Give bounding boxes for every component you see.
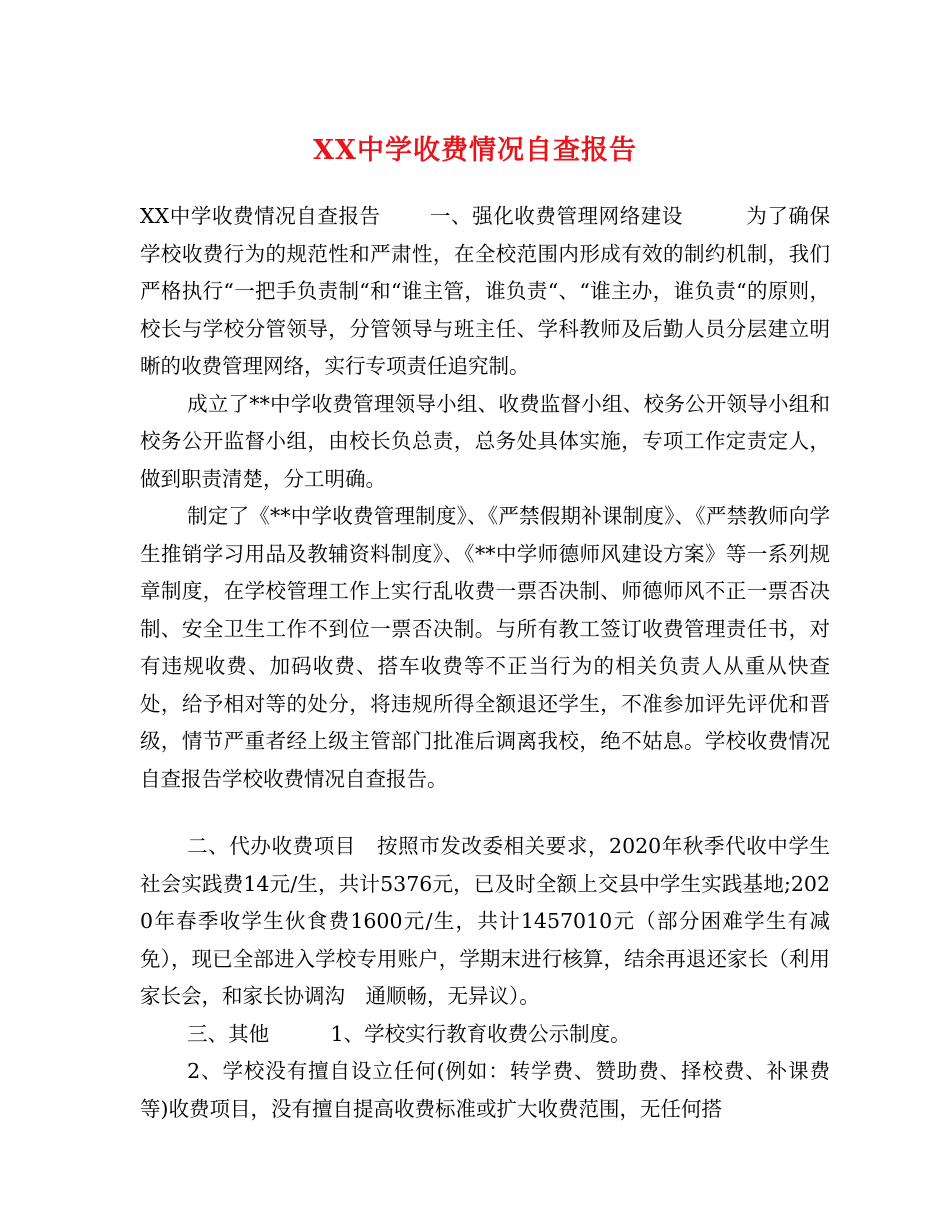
document-title: XX中学收费情况自查报告: [313, 135, 637, 166]
paragraph-no-unauthorized-fees: 2、学校没有擅自设立任何(例如：转学费、赞助费、择校费、补课费等)收费项目，没有擅自提高收费标准或扩大收费范围，无任何搭: [140, 1059, 830, 1121]
paragraph-leadership-groups: 成立了**中学收费管理领导小组、收费监督小组、校务公开领导小组和校务公开监督小组，由校长负总责，总务处具体实施，专项工作定责定人，做到职责清楚，分工明确。: [140, 391, 830, 491]
paragraph-other: 三、其他 1、学校实行教育收费公示制度。: [187, 1021, 631, 1046]
paragraph-intro: XX中学收费情况自查报告 一、强化收费管理网络建设 为了确保学校收费行为的规范性和严肃性，在全校范围内形成有效的制约机制，我们严格执行“一把手负责制“和“谁主管，谁负责“、“谁主办，谁负责“的原则，校长与学校分管领导，分管领导与班主任、学科教师及后勤人员分层建立明晰的收费管理网络，实行专项责任追究制。: [140, 204, 830, 378]
document-body: [140, 198, 830, 1128]
paragraph-regulations: 制定了《**中学收费管理制度》、《严禁假期补课制度》、《严禁教师向学生推销学习用品及教辅资料制度》、《**中学师德师风建设方案》等一系列规章制度，在学校管理工作上实行乱收费一票否决制、师德师风不正一票否决制、安全卫生工作不到位一票否决制。与所有教工签订收费管理责任书，对有违规收费、加码收费、搭车收费等不正当行为的相关负责人从重从快查处，给予相对等的处分，将违规所得全额退还学生，不准参加评先评优和晋级，情节严重者经上级主管部门批准后调离我校，绝不姑息。学校收费情况自查报告学校收费情况自查报告。: [140, 504, 830, 791]
paragraph-gap: [140, 798, 830, 828]
paragraph-agency-fees: 二、代办收费项目 按照市发改委相关要求，2020年秋季代收中学生社会实践费14元/生，共计5376元，已及时全额上交县中学生实践基地;2020年春季收学生伙食费1600元/生，共计1457010元（部分困难学生有减免），现已全部进入学校专用账户，学期末进行核算，结余再退还家长（利用家长会，和家长协调沟 通顺畅，无异议）。: [140, 834, 830, 1008]
